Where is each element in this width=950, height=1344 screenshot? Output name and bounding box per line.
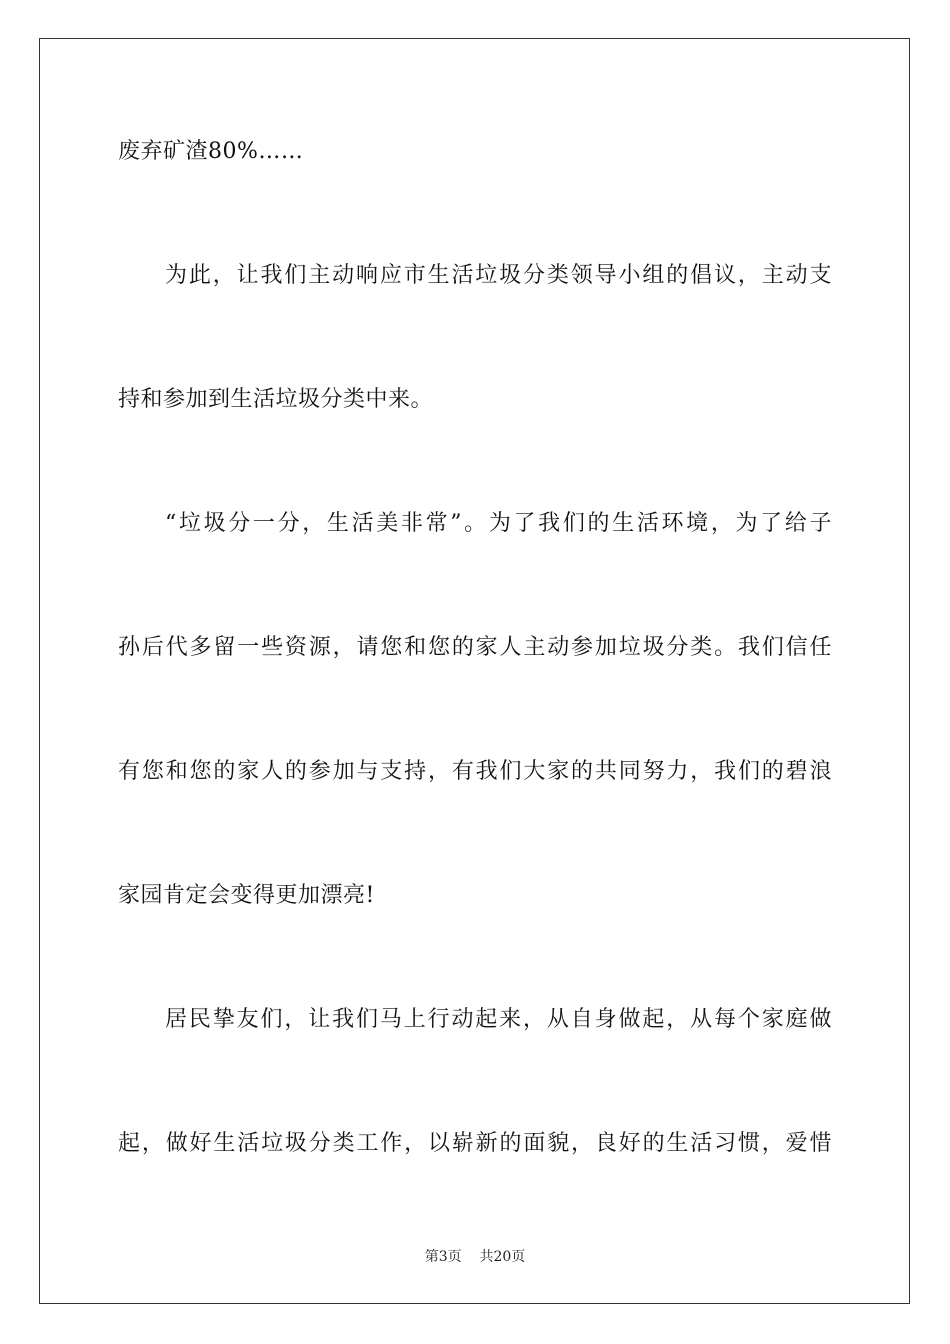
paragraph-line: “垃圾分一分，生活美非常”。为了我们的生活环境，为了给子 bbox=[165, 511, 832, 536]
paragraph-line: 废弃矿渣80%…… bbox=[118, 139, 304, 164]
paragraph-line: 起，做好生活垃圾分类工作，以崭新的面貌，良好的生活习惯，爱惜 bbox=[118, 1131, 832, 1156]
paragraph-line: 持和参加到生活垃圾分类中来。 bbox=[118, 387, 434, 412]
paragraph-line: 居民挚友们，让我们马上行动起来，从自身做起，从每个家庭做 bbox=[165, 1007, 832, 1032]
page-number: 第3页 bbox=[424, 1249, 462, 1265]
paragraph-line: 家园肯定会变得更加漂亮! bbox=[118, 883, 375, 908]
paragraph-line: 孙后代多留一些资源，请您和您的家人主动参加垃圾分类。我们信任 bbox=[118, 635, 832, 660]
total-pages: 共20页 bbox=[479, 1249, 526, 1265]
paragraph-line: 为此，让我们主动响应市生活垃圾分类领导小组的倡议，主动支 bbox=[165, 263, 832, 288]
paragraph-line: 有您和您的家人的参加与支持，有我们大家的共同努力，我们的碧浪 bbox=[118, 759, 832, 784]
page-frame bbox=[39, 38, 910, 1304]
page-footer bbox=[0, 1248, 950, 1266]
